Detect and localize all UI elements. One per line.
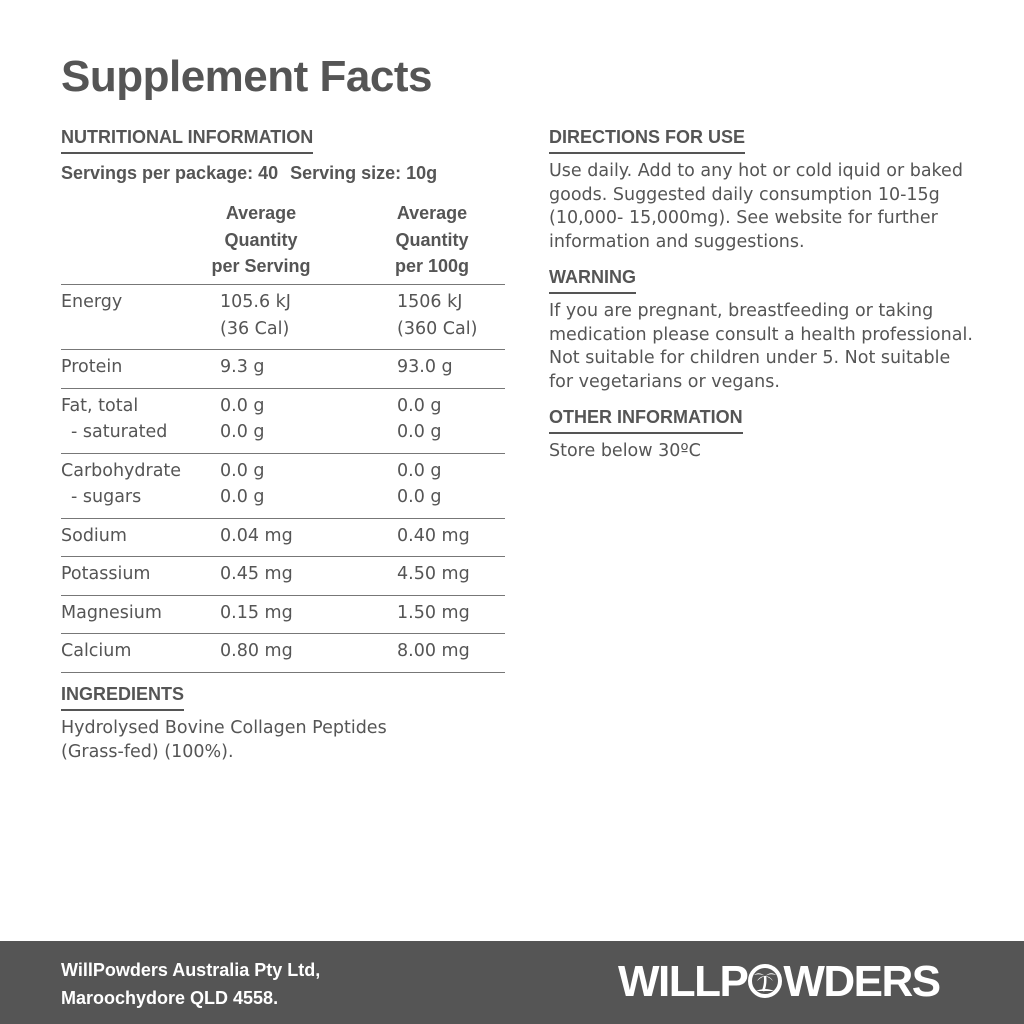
directions-heading: DIRECTIONS FOR USE [549,127,745,154]
nutrient-name: Potassium [61,564,151,584]
table-row [61,454,505,519]
ingredients-heading: INGREDIENTS [61,684,184,711]
nutrient-name: Magnesium [61,602,162,623]
table-row-line [61,600,505,627]
table-row-line [61,316,505,343]
per-100g-value: 4.50 mg [397,564,470,584]
table-row [61,350,505,389]
table-row-line [61,638,505,665]
per-100g-value: 0.0 g [397,422,442,442]
per-serving-value: 0.0 g [220,422,265,442]
table-row-line [61,289,505,316]
per-serving-value: 0.0 g [220,460,265,481]
per-serving-value: 0.80 mg [220,641,293,661]
column-header-per-serving: Average Quantity per Serving [211,203,311,276]
nutrient-name: - saturated [71,422,168,442]
nutrient-name: - sugars [71,487,142,507]
per-100g-value: 1506 kJ [397,292,463,312]
table-row-line [61,484,505,511]
per-serving-value: 105.6 kJ [220,292,291,312]
table-row-line [61,458,505,485]
per-100g-value: 1.50 mg [397,602,470,623]
table-row [61,557,505,596]
table-row-line [61,393,505,420]
nutrient-name: Fat, total [61,395,139,416]
serving-size: Serving size: 10g [290,163,438,183]
per-100g-value: 0.0 g [397,460,442,481]
per-serving-value: 0.15 mg [220,602,293,623]
nutrition-table [61,284,505,673]
warning-heading: WARNING [549,267,636,294]
table-row [61,285,505,350]
table-row [61,389,505,454]
column-header-per-100g: Average Quantity per 100g [394,203,470,276]
table-row-line [61,354,505,381]
per-100g-value: 93.0 g [397,357,453,377]
per-serving-value: 9.3 g [220,357,265,377]
table-row [61,519,505,558]
per-100g-value: (360 Cal) [397,318,478,339]
nutrient-name: Energy [61,292,123,312]
per-100g-value: 0.40 mg [397,525,470,546]
per-100g-value: 8.00 mg [397,641,470,661]
address-line-1: WillPowders Australia Pty Ltd, [61,960,321,980]
nutrient-name: Carbohydrate [61,460,182,481]
table-row [61,596,505,635]
page-title: Supplement Facts [61,52,432,101]
nutrient-name: Protein [61,357,123,377]
per-serving-value: 0.0 g [220,395,265,416]
company-address [61,956,320,1012]
per-serving-value: 0.45 mg [220,564,293,584]
address-line-2: Maroochydore QLD 4558. [61,988,279,1008]
other-information-text: Store below 30ºC [549,441,701,461]
ingredients-text: Hydrolysed Bovine Collagen Peptides (Grass-fed) (100%). [61,718,387,762]
nutrient-name: Sodium [61,525,127,546]
servings-line [61,163,437,184]
table-row-line [61,523,505,550]
footer-bar [0,941,1024,1024]
per-serving-value: 0.0 g [220,487,265,507]
logo-text-left: WILLP [618,957,748,1006]
other-information-heading: OTHER INFORMATION [549,407,743,434]
per-serving-value: 0.04 mg [220,525,293,546]
nutritional-information-heading: NUTRITIONAL INFORMATION [61,127,313,154]
brand-logo [618,957,940,1007]
per-serving-value: (36 Cal) [220,318,290,339]
per-100g-value: 0.0 g [397,487,442,507]
warning-text: If you are pregnant, breastfeeding or taking medication please consult a health professional. Not suitable for children under 5. Not suitable for vegetarians or vegans. [549,301,973,392]
palm-tree-icon [748,964,782,998]
table-row-line [61,561,505,588]
table-row-line [61,419,505,446]
per-100g-value: 0.0 g [397,395,442,416]
servings-per-package: Servings per package: 40 [61,163,279,183]
table-row [61,634,505,673]
directions-text: Use daily. Add to any hot or cold iquid or baked goods. Suggested daily consumption 10-15g (10,000- 15,000mg). See website for further information and suggestions. [549,161,963,252]
logo-text-right: WDERS [783,957,940,1006]
nutrient-name: Calcium [61,641,132,661]
